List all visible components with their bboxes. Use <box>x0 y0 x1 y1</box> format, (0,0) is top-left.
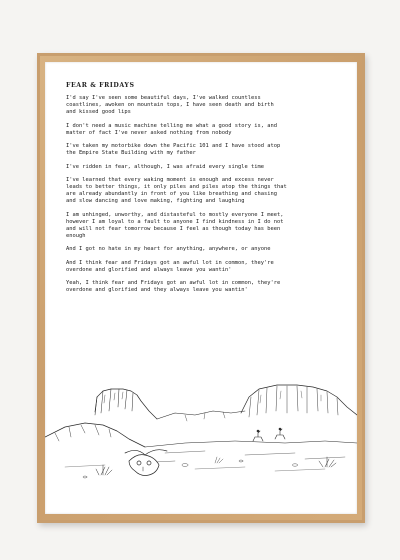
stanza-9 <box>66 280 342 294</box>
poem-line: I am unhinged, unworthy, and distasteful to mostly everyone I meet, <box>66 211 284 218</box>
desert-stones <box>83 460 298 478</box>
poem-line: coastlines, awoken on mountain tops, I have seen death and birth <box>66 102 274 109</box>
desert-ground <box>145 441 357 447</box>
poem-line: overdone and glorified and they always leave you wantin' <box>66 287 248 294</box>
middle-ridge <box>157 411 245 419</box>
poem-line: Yeah, I think fear and Fridays got an awful lot in common, they're <box>66 280 281 287</box>
desert-shrub-right <box>319 457 336 467</box>
poem-line: and will not fear tomorrow because I feel as though today has been <box>66 225 281 232</box>
stanza-8 <box>66 260 342 274</box>
desert-landscape-illustration <box>45 367 357 487</box>
poem-line: I've taken my motorbike down the Pacific 101 and I have stood atop <box>66 143 281 150</box>
rider-left <box>253 430 263 441</box>
poem-line: are already abundantly in front of you like breathing and chasing <box>66 191 277 198</box>
poster-paper <box>45 62 357 514</box>
poem-text <box>66 82 342 301</box>
poem-line: leads to better things, it only piles and piles atop the things that <box>66 184 287 191</box>
left-mesa <box>95 389 157 419</box>
stanza-3 <box>66 143 342 157</box>
rider-right <box>275 428 285 439</box>
foreground-hill <box>45 423 145 447</box>
poem-line: I'd say I've seen some beautiful days, I've walked countless <box>66 95 261 101</box>
poem-line: however I am loyal to a fault to anyone I find kindness in I do not <box>66 218 284 225</box>
poem-line: and slow dancing and love making, fighting and laughing <box>66 198 245 205</box>
desert-shrub-left <box>96 465 112 475</box>
poem-line: And I think fear and Fridays got an awful lot in common, they're <box>66 259 274 266</box>
stanza-4 <box>66 164 342 171</box>
poem-line: I've ridden in fear, although, I was afraid every single time <box>66 163 264 170</box>
poem-line: and kissed good lips <box>66 109 131 116</box>
stanza-1 <box>66 95 342 116</box>
poem-line: I've learned that every waking moment is enough and excess never <box>66 176 274 183</box>
desert-shrub-middle <box>215 457 223 463</box>
poem-line: I don't need a music machine telling me what a good story is, and <box>66 122 277 129</box>
cattle-skull <box>125 450 167 476</box>
stanza-6 <box>66 212 342 240</box>
stanza-7 <box>66 246 342 253</box>
poem-line: enough <box>66 232 86 239</box>
poem-line: the Empire State Building with my father <box>66 150 196 157</box>
stanza-5 <box>66 177 342 205</box>
stanza-2 <box>66 123 342 137</box>
poem-line: And I got no hate in my heart for anything, anywhere, or anyone <box>66 246 271 253</box>
poem-title: FEAR & FRIDAYS <box>66 82 135 89</box>
poem-line: overdone and glorified and always leave you wantin' <box>66 266 232 273</box>
poem-line: matter of fact I've never asked nothing from nobody <box>66 129 232 136</box>
